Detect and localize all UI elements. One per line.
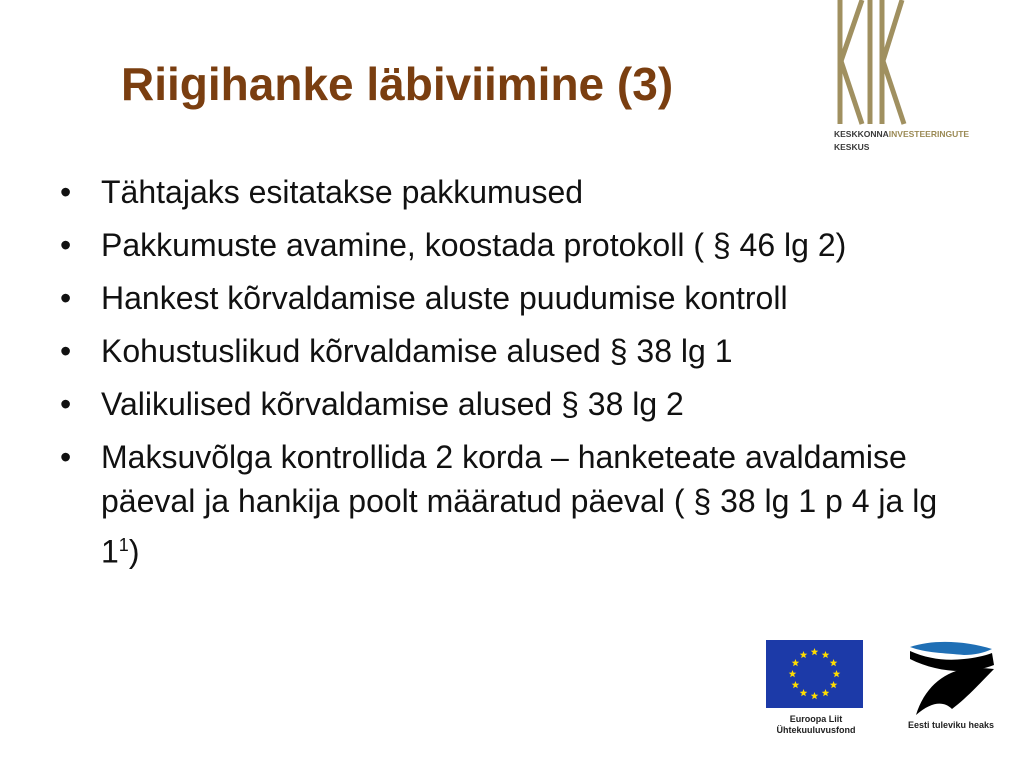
bullet-dot-icon: • <box>60 227 72 263</box>
bullet-item <box>60 435 980 574</box>
bullet-text: Kohustuslikud kõrvaldamise alused § 38 lg 1 <box>101 333 733 369</box>
estonia-flag-blue-stripe <box>910 642 992 655</box>
estonia-logo <box>896 637 1006 737</box>
bullet-dot-icon: • <box>60 333 72 369</box>
bullet-dot-icon: • <box>60 280 72 316</box>
slide-title: Riigihanke läbiviimine (3) <box>121 58 674 110</box>
bullet-text: Hankest kõrvaldamise aluste puudumise kontroll <box>101 280 788 316</box>
kik-letters-icon <box>826 0 976 128</box>
kik-stroke <box>840 58 862 124</box>
eu-cohesion-fund-logo <box>764 637 889 737</box>
bullet-text: Valikulised kõrvaldamise alused § 38 lg 2 <box>101 386 684 422</box>
bullet-item <box>60 276 980 320</box>
eu-flag-icon <box>766 640 863 708</box>
kik-caption <box>834 128 976 154</box>
bullet-superscript: 1 <box>118 535 129 555</box>
eu-caption <box>764 714 868 736</box>
kik-caption-part2: INVESTEERINGUTE <box>888 129 970 139</box>
kik-logo <box>826 0 976 160</box>
bullet-text: Pakkumuste avamine, koostada protokoll ( § 46 lg 2) <box>101 227 847 263</box>
kik-stroke <box>882 58 904 124</box>
bullet-item <box>60 382 980 426</box>
bullet-item <box>60 329 980 373</box>
estonia-flag-wave <box>916 668 994 715</box>
estonia-flag-icon <box>904 639 998 717</box>
bullet-dot-icon: • <box>60 386 72 422</box>
kik-caption-part1: KESKKONNA <box>834 129 889 139</box>
estonia-caption: Eesti tuleviku heaks <box>907 720 995 730</box>
bullet-list <box>60 170 980 583</box>
eu-caption-line1: Euroopa Liit <box>789 714 843 724</box>
bullet-item <box>60 223 980 267</box>
bullet-suffix: ) <box>128 533 140 570</box>
eu-caption-line2: Ühtekuuluvusfond <box>776 725 856 735</box>
kik-stroke <box>840 0 862 64</box>
bullet-item <box>60 170 980 214</box>
bullet-dot-icon: • <box>60 439 72 475</box>
bullet-dot-icon: • <box>60 174 72 210</box>
bullet-text: Maksuvõlga kontrollida 2 korda – hanketeate avaldamise päeval ja hankija poolt määratud päeval ( § 38 lg 1 p 4 ja lg 1 <box>101 439 938 570</box>
bullet-text: Tähtajaks esitatakse pakkumused <box>101 174 584 210</box>
kik-stroke <box>882 0 902 64</box>
kik-caption-line2: KESKUS <box>834 142 870 152</box>
